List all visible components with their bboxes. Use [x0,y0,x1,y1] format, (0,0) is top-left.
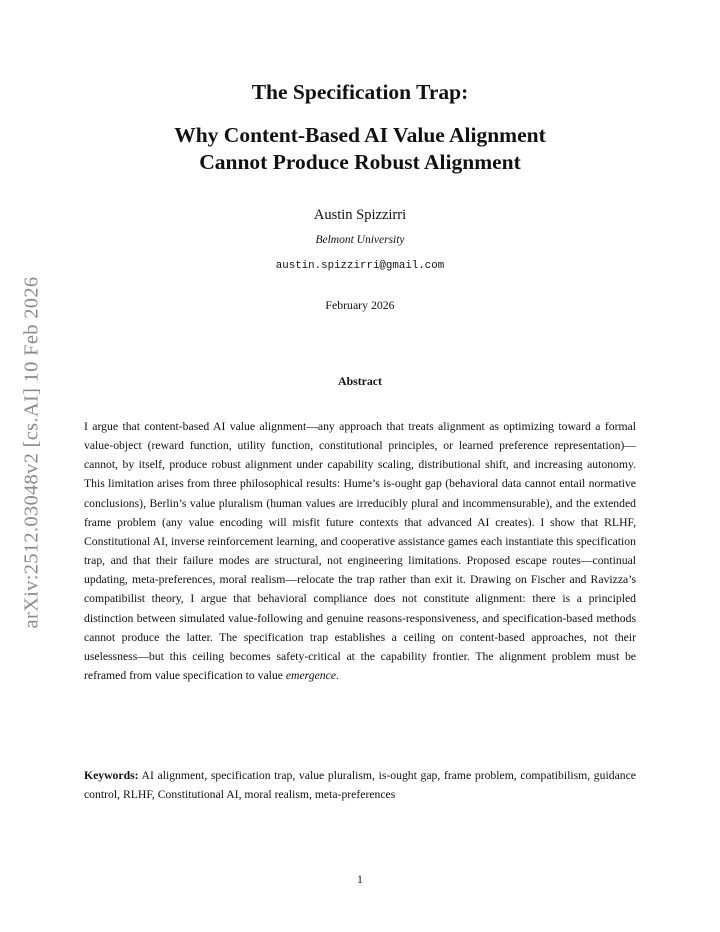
paper-subtitle [84,122,636,176]
abstract-end: . [336,669,339,683]
paper-title-main: The Specification Trap: [251,80,469,104]
author-affiliation: Belmont University [315,234,405,246]
paper-subtitle-line-1: Why Content-Based AI Value Alignment [174,123,546,147]
arxiv-identifier-text: arXiv:2512.03048v2 [cs.AI] 10 Feb 2026 [20,276,43,628]
publication-date: February 2026 [325,298,395,312]
abstract-body [84,417,636,685]
abstract-text: I argue that content-based AI value alignment—any approach that treats alignment as optimizing toward a formal value-object (reward function, utility function, constitutional principles, or learned preference representation)—cannot, by itself, produce robust alignment under capability scaling, distributional shift, and increasing autonomy. This limitation arises from three philosophical results: Hume’s is-ought gap (behavioral data cannot entail normative conclusions), Berlin’s value pluralism (human values are irreducibly plural and incommensurable), and the extended frame problem (any value encoding will misfit future contexts that advanced AI creates). I show that RLHF, Constitutional AI, inverse reinforcement learning, and cooperative assistance games each instantiate this specification trap, and that their failure modes are structural, not engineering limitations. Proposed escape routes—continual updating, meta-preferences, moral realism—relocate the trap rather than exit it. Drawing on Fischer and Ravizza’s compatibilist theory, I argue that behavioral compliance does not constitute alignment: there is a principled distinction between simulated value-following and genuine reasons-responsiveness, and specification-based methods cannot produce the latter. The specification trap establishes a ceiling on content-based approaches, not their uselessness—but this ceiling becomes safety-critical at the capability frontier. The alignment problem must be reframed from value specification to value [84,420,636,683]
keywords-list: AI alignment, specification trap, value pluralism, is-ought gap, frame problem, compatibilism, guidance control, RLHF, Constitutional AI, moral realism, meta-preferences [84,769,636,802]
arxiv-identifier-stamp [18,262,46,642]
paper-subtitle-line-2: Cannot Produce Robust Alignment [199,150,521,174]
author-email: austin.spizzirri@gmail.com [275,260,445,272]
keywords-label: Keywords: [84,769,139,782]
page-number: 1 [357,872,363,886]
keywords-paragraph [84,766,636,804]
abstract-heading: Abstract [338,374,382,388]
author-name: Austin Spizzirri [313,207,407,223]
abstract-emphasis: emergence [285,669,337,683]
